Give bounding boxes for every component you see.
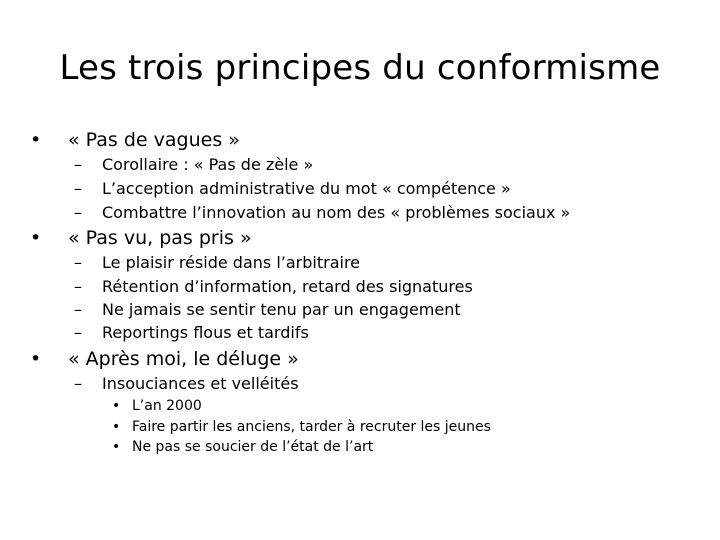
- bullet-text: « Après moi, le déluge »: [68, 348, 299, 370]
- dash-marker: –: [74, 323, 82, 342]
- subitem: [74, 373, 299, 395]
- subitem-text: Combattre l’innovation au nom des « problèmes sociaux »: [102, 203, 571, 222]
- bullet-marker: •: [30, 227, 42, 249]
- bullet-marker: •: [112, 419, 121, 435]
- dash-marker: –: [74, 179, 82, 198]
- subitem-text: Corollaire : « Pas de zèle »: [102, 155, 314, 174]
- subitem-text: Insouciances et velléités: [102, 374, 299, 393]
- subitem: [74, 299, 461, 321]
- bullet-marker: •: [112, 398, 121, 414]
- bullet-marker: •: [30, 348, 42, 370]
- slide-title: Les trois principes du conformisme: [59, 48, 661, 88]
- sub-subitem: [112, 396, 202, 416]
- dash-marker: –: [74, 374, 82, 393]
- sub-subitem: [112, 437, 374, 457]
- subitem: [74, 202, 571, 224]
- subitem-text: Rétention d’information, retard des signatures: [102, 277, 473, 296]
- subitem: [74, 322, 309, 344]
- subitem-text: Ne jamais se sentir tenu par un engagement: [102, 300, 461, 319]
- bullet-marker: •: [112, 439, 121, 455]
- bullet-pas-de-vagues: [30, 128, 240, 152]
- bullet-text: « Pas vu, pas pris »: [68, 227, 252, 249]
- subitem-text: Reportings flous et tardifs: [102, 323, 309, 342]
- subitem-text: L’acception administrative du mot « compétence »: [102, 179, 511, 198]
- sub-subitem-text: Ne pas se soucier de l’état de l’art: [132, 439, 374, 455]
- dash-marker: –: [74, 277, 82, 296]
- subitem: [74, 178, 511, 200]
- sub-subitem-text: Faire partir les anciens, tarder à recruter les jeunes: [132, 419, 491, 435]
- sub-subitem-text: L’an 2000: [132, 398, 202, 414]
- dash-marker: –: [74, 155, 82, 174]
- bullet-marker: •: [30, 129, 42, 151]
- bullet-pas-vu-pas-pris: [30, 226, 252, 250]
- subitem: [74, 276, 473, 298]
- sub-subitem: [112, 417, 491, 437]
- dash-marker: –: [74, 203, 82, 222]
- subitem: [74, 154, 314, 176]
- bullet-apres-moi-le-deluge: [30, 347, 299, 371]
- subitem: [74, 252, 361, 274]
- dash-marker: –: [74, 300, 82, 319]
- bullet-text: « Pas de vagues »: [68, 129, 240, 151]
- dash-marker: –: [74, 253, 82, 272]
- subitem-text: Le plaisir réside dans l’arbitraire: [102, 253, 361, 272]
